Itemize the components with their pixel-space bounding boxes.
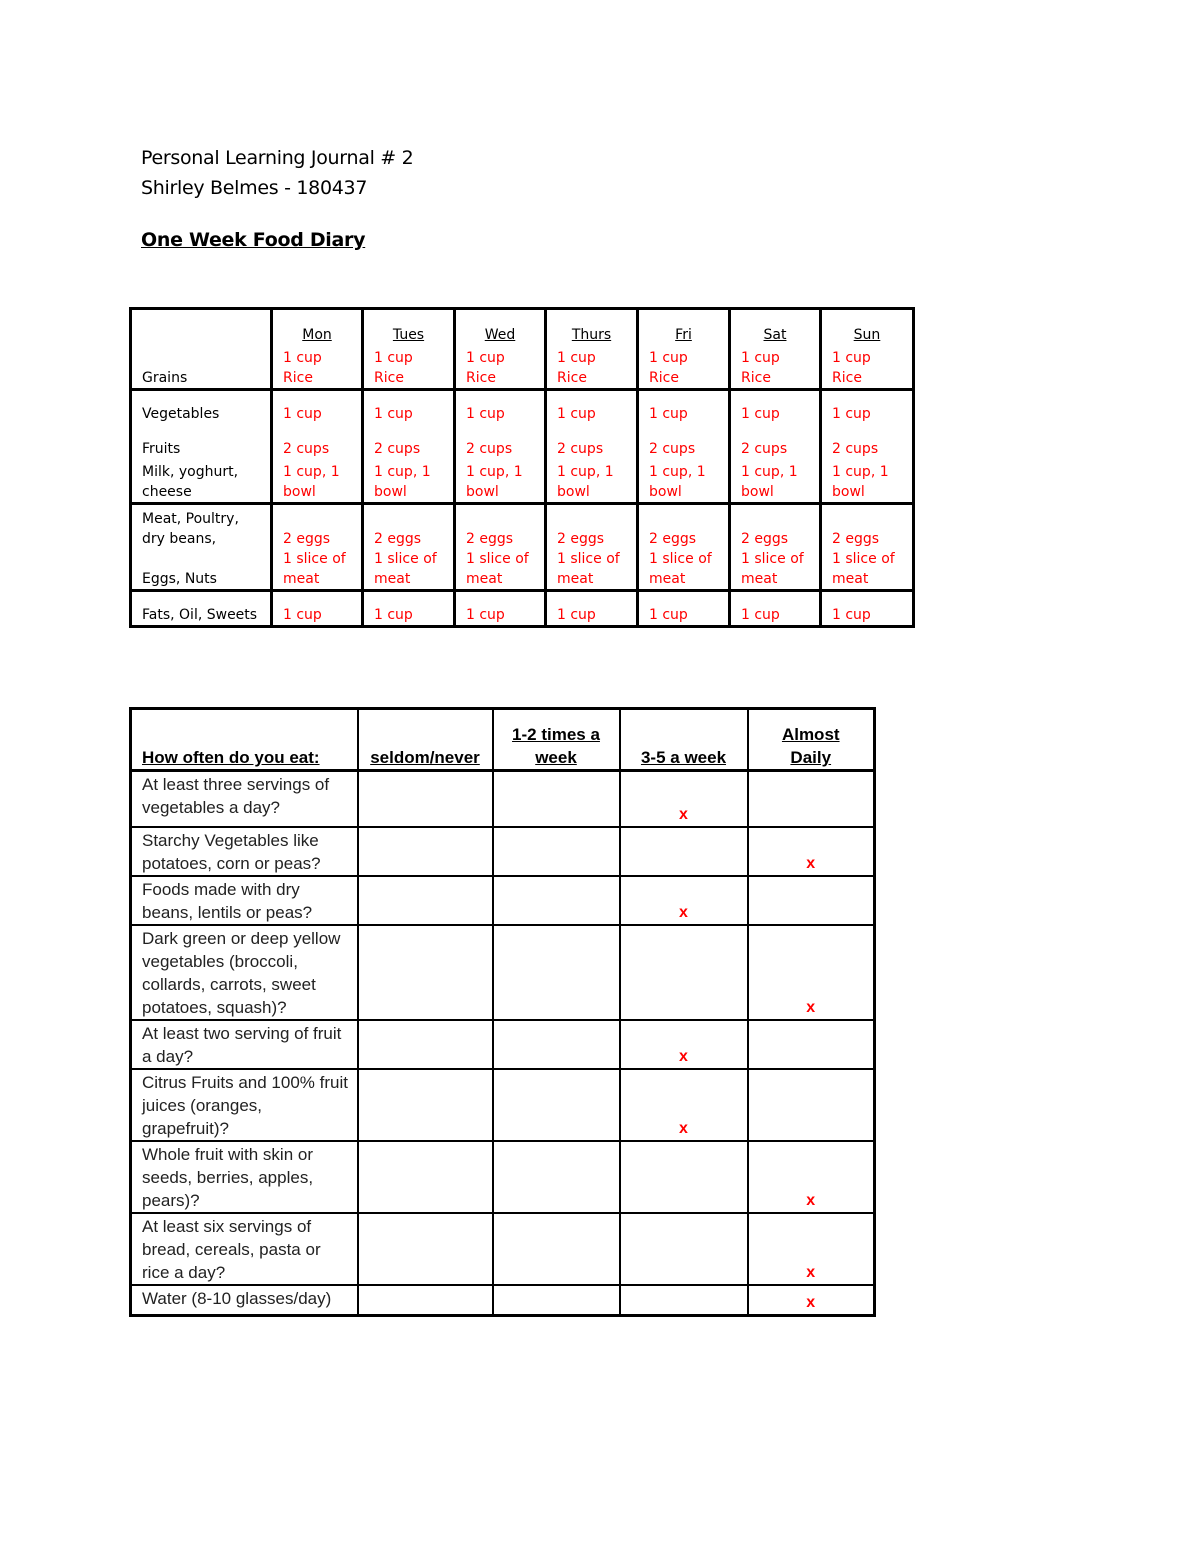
food-group-header: [131, 309, 272, 346]
empty-answer-cell: [493, 925, 620, 1020]
daily-intake-cell: 1 cup, 1 bowl: [363, 459, 455, 503]
daily-intake-cell: 2 cups: [455, 424, 546, 459]
frequency-row: [131, 1069, 875, 1141]
frequency-row: [131, 925, 875, 1020]
food-diary-row: [131, 503, 914, 590]
section-heading: One Week Food Diary: [141, 229, 366, 251]
empty-answer-cell: [493, 1141, 620, 1213]
daily-intake-cell: 1 cup: [546, 590, 638, 626]
empty-answer-cell: [493, 1285, 620, 1316]
daily-intake-cell: 2 eggs 1 slice of meat: [546, 503, 638, 590]
empty-answer-cell: [358, 1141, 493, 1213]
frequency-column-header: seldom/never: [358, 709, 493, 771]
daily-intake-cell: 1 cup: [455, 389, 546, 424]
selected-mark: x: [620, 1020, 748, 1069]
empty-answer-cell: [620, 1213, 748, 1285]
daily-intake-cell: 2 eggs 1 slice of meat: [455, 503, 546, 590]
question-text: At least three servings of vegetables a day?: [131, 771, 358, 827]
food-diary-table: [129, 307, 915, 628]
empty-answer-cell: [358, 1020, 493, 1069]
question-text: Dark green or deep yellow vegetables (broccoli, collards, carrots, sweet potatoes, squash)?: [131, 925, 358, 1020]
food-group-label: Vegetables: [131, 389, 272, 424]
question-text: Starchy Vegetables like potatoes, corn or peas?: [131, 827, 358, 876]
selected-mark: x: [748, 827, 875, 876]
daily-intake-cell: 1 cup Rice: [455, 345, 546, 389]
empty-answer-cell: [620, 1141, 748, 1213]
daily-intake-cell: 1 cup, 1 bowl: [455, 459, 546, 503]
selected-mark: x: [748, 1285, 875, 1316]
day-header: Fri: [638, 309, 730, 346]
question-text: Water (8-10 glasses/day): [131, 1285, 358, 1316]
frequency-column-header: 1-2 times a week: [493, 709, 620, 771]
daily-intake-cell: 2 eggs 1 slice of meat: [638, 503, 730, 590]
empty-answer-cell: [620, 925, 748, 1020]
frequency-row: [131, 1213, 875, 1285]
daily-intake-cell: 1 cup, 1 bowl: [638, 459, 730, 503]
daily-intake-cell: 1 cup Rice: [546, 345, 638, 389]
question-text: At least two serving of fruit a day?: [131, 1020, 358, 1069]
daily-intake-cell: 1 cup: [821, 389, 914, 424]
question-text: Citrus Fruits and 100% fruit juices (oranges, grapefruit)?: [131, 1069, 358, 1141]
author-line: Shirley Belmes - 180437: [141, 177, 368, 199]
food-diary-row: [131, 590, 914, 626]
empty-answer-cell: [493, 771, 620, 827]
daily-intake-cell: 1 cup Rice: [363, 345, 455, 389]
daily-intake-cell: 2 eggs 1 slice of meat: [821, 503, 914, 590]
frequency-row: [131, 1285, 875, 1316]
empty-answer-cell: [493, 1069, 620, 1141]
frequency-row: [131, 1020, 875, 1069]
frequency-table: [129, 707, 876, 1317]
daily-intake-cell: 2 eggs 1 slice of meat: [730, 503, 821, 590]
daily-intake-cell: 2 eggs 1 slice of meat: [363, 503, 455, 590]
frequency-row: [131, 771, 875, 827]
empty-answer-cell: [748, 876, 875, 925]
question-header: How often do you eat:: [131, 709, 358, 771]
daily-intake-cell: 2 cups: [821, 424, 914, 459]
frequency-column-header: 3-5 a week: [620, 709, 748, 771]
food-diary-body: [131, 345, 914, 626]
day-header: Thurs: [546, 309, 638, 346]
daily-intake-cell: 1 cup, 1 bowl: [272, 459, 363, 503]
daily-intake-cell: 1 cup: [363, 590, 455, 626]
daily-intake-cell: 1 cup Rice: [272, 345, 363, 389]
daily-intake-cell: 1 cup: [546, 389, 638, 424]
selected-mark: x: [620, 876, 748, 925]
empty-answer-cell: [493, 1213, 620, 1285]
daily-intake-cell: 1 cup: [730, 590, 821, 626]
selected-mark: x: [620, 1069, 748, 1141]
daily-intake-cell: 1 cup: [638, 590, 730, 626]
food-group-label: Meat, Poultry, dry beans, Eggs, Nuts: [131, 503, 272, 590]
empty-answer-cell: [748, 771, 875, 827]
day-header: Sun: [821, 309, 914, 346]
daily-intake-cell: 1 cup: [821, 590, 914, 626]
empty-answer-cell: [493, 1020, 620, 1069]
day-header: Wed: [455, 309, 546, 346]
daily-intake-cell: 2 cups: [363, 424, 455, 459]
food-group-label: Grains: [142, 369, 188, 386]
daily-intake-cell: 1 cup: [455, 590, 546, 626]
journal-title: Personal Learning Journal # 2: [141, 147, 414, 169]
selected-mark: x: [748, 925, 875, 1020]
food-group-label: Milk, yoghurt, cheese: [142, 463, 239, 500]
frequency-header: [131, 709, 875, 771]
question-text: Whole fruit with skin or seeds, berries, apples, pears)?: [131, 1141, 358, 1213]
daily-intake-cell: 2 cups: [638, 424, 730, 459]
daily-intake-cell: 1 cup: [638, 389, 730, 424]
empty-answer-cell: [620, 827, 748, 876]
food-diary-header: [131, 309, 914, 346]
selected-mark: x: [620, 771, 748, 827]
selected-mark: x: [748, 1141, 875, 1213]
empty-answer-cell: [493, 876, 620, 925]
daily-intake-cell: 2 eggs 1 slice of meat: [272, 503, 363, 590]
empty-answer-cell: [620, 1285, 748, 1316]
empty-answer-cell: [748, 1069, 875, 1141]
daily-intake-cell: 2 cups: [730, 424, 821, 459]
frequency-row: [131, 876, 875, 925]
daily-intake-cell: 1 cup: [730, 389, 821, 424]
empty-answer-cell: [358, 876, 493, 925]
food-diary-row: [131, 459, 914, 503]
empty-answer-cell: [358, 827, 493, 876]
daily-intake-cell: 1 cup: [272, 389, 363, 424]
daily-intake-cell: 1 cup: [363, 389, 455, 424]
question-text: Foods made with dry beans, lentils or peas?: [131, 876, 358, 925]
question-text: At least six servings of bread, cereals, pasta or rice a day?: [131, 1213, 358, 1285]
frequency-body: [131, 771, 875, 1316]
daily-intake-cell: 2 cups: [546, 424, 638, 459]
empty-answer-cell: [358, 925, 493, 1020]
day-header: Mon: [272, 309, 363, 346]
frequency-row: [131, 1141, 875, 1213]
food-diary-row: [131, 424, 914, 459]
daily-intake-cell: 1 cup: [272, 590, 363, 626]
food-diary-row: [131, 389, 914, 424]
document-header: [141, 143, 413, 203]
frequency-column-header: Almost Daily: [748, 709, 875, 771]
daily-intake-cell: 1 cup Rice: [821, 345, 914, 389]
food-group-label: Fats, Oil, Sweets: [131, 590, 272, 626]
selected-mark: x: [748, 1213, 875, 1285]
empty-answer-cell: [748, 1020, 875, 1069]
empty-answer-cell: [358, 1285, 493, 1316]
daily-intake-cell: 1 cup Rice: [730, 345, 821, 389]
daily-intake-cell: 1 cup Rice: [638, 345, 730, 389]
food-group-label: Fruits: [142, 441, 181, 457]
daily-intake-cell: 1 cup, 1 bowl: [821, 459, 914, 503]
day-header: Tues: [363, 309, 455, 346]
empty-answer-cell: [358, 1069, 493, 1141]
daily-intake-cell: 2 cups: [272, 424, 363, 459]
day-header: Sat: [730, 309, 821, 346]
food-diary-row: [131, 345, 914, 389]
daily-intake-cell: 1 cup, 1 bowl: [730, 459, 821, 503]
empty-answer-cell: [358, 771, 493, 827]
frequency-row: [131, 827, 875, 876]
daily-intake-cell: 1 cup, 1 bowl: [546, 459, 638, 503]
empty-answer-cell: [358, 1213, 493, 1285]
empty-answer-cell: [493, 827, 620, 876]
